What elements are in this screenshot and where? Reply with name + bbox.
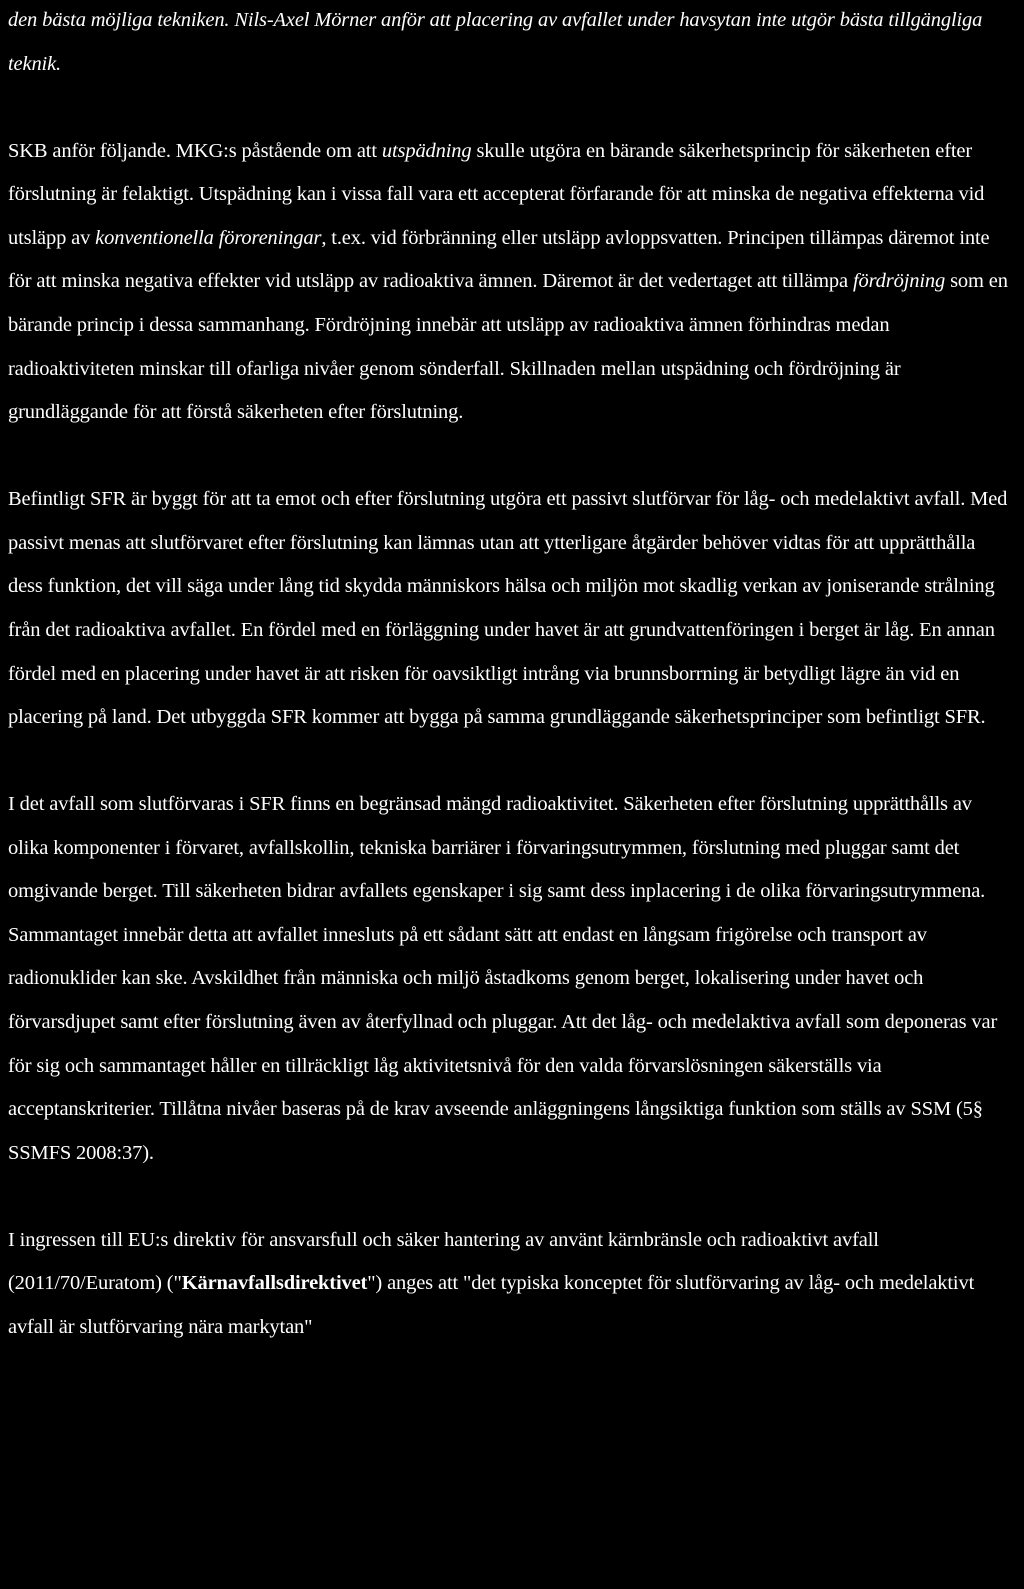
text-run: SKB anför följande. MKG:s påstående om att — [8, 139, 382, 162]
italic-text: den bästa möjliga tekniken. Nils-Axel Mörner anför att placering av avfallet under havsytan inte utgör bästa tillgängliga teknik. — [8, 9, 983, 75]
paragraph-gap — [8, 86, 1013, 129]
text-run: ") anges att "det typiska konceptet för slutförvaring av låg- och medelaktivt avfall är slutförvaring nära markytan" — [8, 1272, 975, 1338]
document-page — [8, 0, 1013, 1350]
paragraph-eu-direktiv — [8, 1219, 1013, 1350]
paragraph-befintligt-sfr — [8, 478, 1013, 740]
paragraph-gap — [8, 1175, 1013, 1218]
text-run: , t.ex. vid förbränning eller utsläpp avloppsvatten. Principen tillämpas däremot inte för att minska negativa effekter vid utsläpp av radioaktiva ämnen. Däremot är det vedertaget att tillämpa — [8, 226, 990, 293]
italic-term-utspadning: utspädning — [381, 139, 472, 162]
paragraph-gap — [8, 740, 1013, 783]
text-run: I det avfall som slutförvaras i SFR finns en begränsad mängd radioaktivitet. Säkerheten efter förslutning upprätthålls av olika komponenter i förvaret, avfallskollin, tekniska barriärer i förvaringsutrymmen, förslutning med pluggar samt det omgivande berget. Till säkerheten bidrar avfallets egenskaper i sig samt dess inplacering i de olika förvaringsutrymmena. Sammantaget innebär detta att avfallet innesluts på ett sådant sätt att endast en långsam frigörelse och transport av radionuklider kan ske. Avskildhet från människa och miljö åstadkoms genom berget, lokalisering under havet och förvarsdjupet samt efter förslutning även av återfyllnad och pluggar. Att det låg- och medelaktiva avfall som deponeras var för sig och sammantaget håller en tillräckligt låg aktivitetsnivå för den valda förvarslösningen säkerställs via acceptanskriterier. Tillåtna nivåer baseras på de krav avseende anläggningens långsiktiga funktion som ställs av SSM (5§ SSMFS 2008:37). — [8, 793, 998, 1164]
text-run: som en bärande princip i dessa sammanhang. Fördröjning innebär att utsläpp av radioaktiva ämnen förhindras medan radioaktiviteten minskar till ofarliga nivåer genom sönderfall. Skillnaden mellan utspädning och fördröjning är grundläggande för att förstå säkerheten efter förslutning. — [8, 270, 1008, 424]
italic-term-konventionella: konventionella föroreningar — [95, 226, 322, 249]
bold-term-karnavfallsdirektivet: Kärnavfallsdirektivet — [181, 1272, 368, 1295]
paragraph-skb-response — [8, 130, 1013, 435]
paragraph-avfall-sfr — [8, 783, 1013, 1175]
text-run: I ingressen till EU:s direktiv för ansvarsfull och säker hantering av använt kärnbränsle och radioaktivt avfall (2011/70/Euratom) (" — [8, 1228, 879, 1295]
italic-term-fordrojning: fördröjning — [852, 270, 946, 293]
text-run: skulle utgöra en bärande säkerhetsprincip för säkerheten efter förslutning är felaktigt. Utspädning kan i vissa fall vara ett accepterat förfarande för att minska de negativa effekterna vid utsläpp av — [8, 139, 985, 249]
paragraph-intro — [8, 0, 1013, 86]
text-run: Befintligt SFR är byggt för att ta emot och efter förslutning utgöra ett passivt slutförvar för låg- och medelaktivt avfall. Med passivt menas att slutförvaret efter förslutning kan lämnas utan att ytterligare åtgärder behöver vidtas för att upprätthålla dess funktion, det vill säga under lång tid skydda människors hälsa och miljön mot skadlig verkan av joniserande strålning från det radioaktiva avfallet. En fördel med en förläggning under havet är att grundvattenföringen i berget är låg. En annan fördel med en placering under havet är att risken för oavsiktligt intrång via brunnsborrning är betydligt lägre än vid en placering på land. Det utbyggda SFR kommer att bygga på samma grundläggande säkerhetsprinciper som befintligt SFR. — [8, 488, 1008, 729]
paragraph-gap — [8, 435, 1013, 478]
